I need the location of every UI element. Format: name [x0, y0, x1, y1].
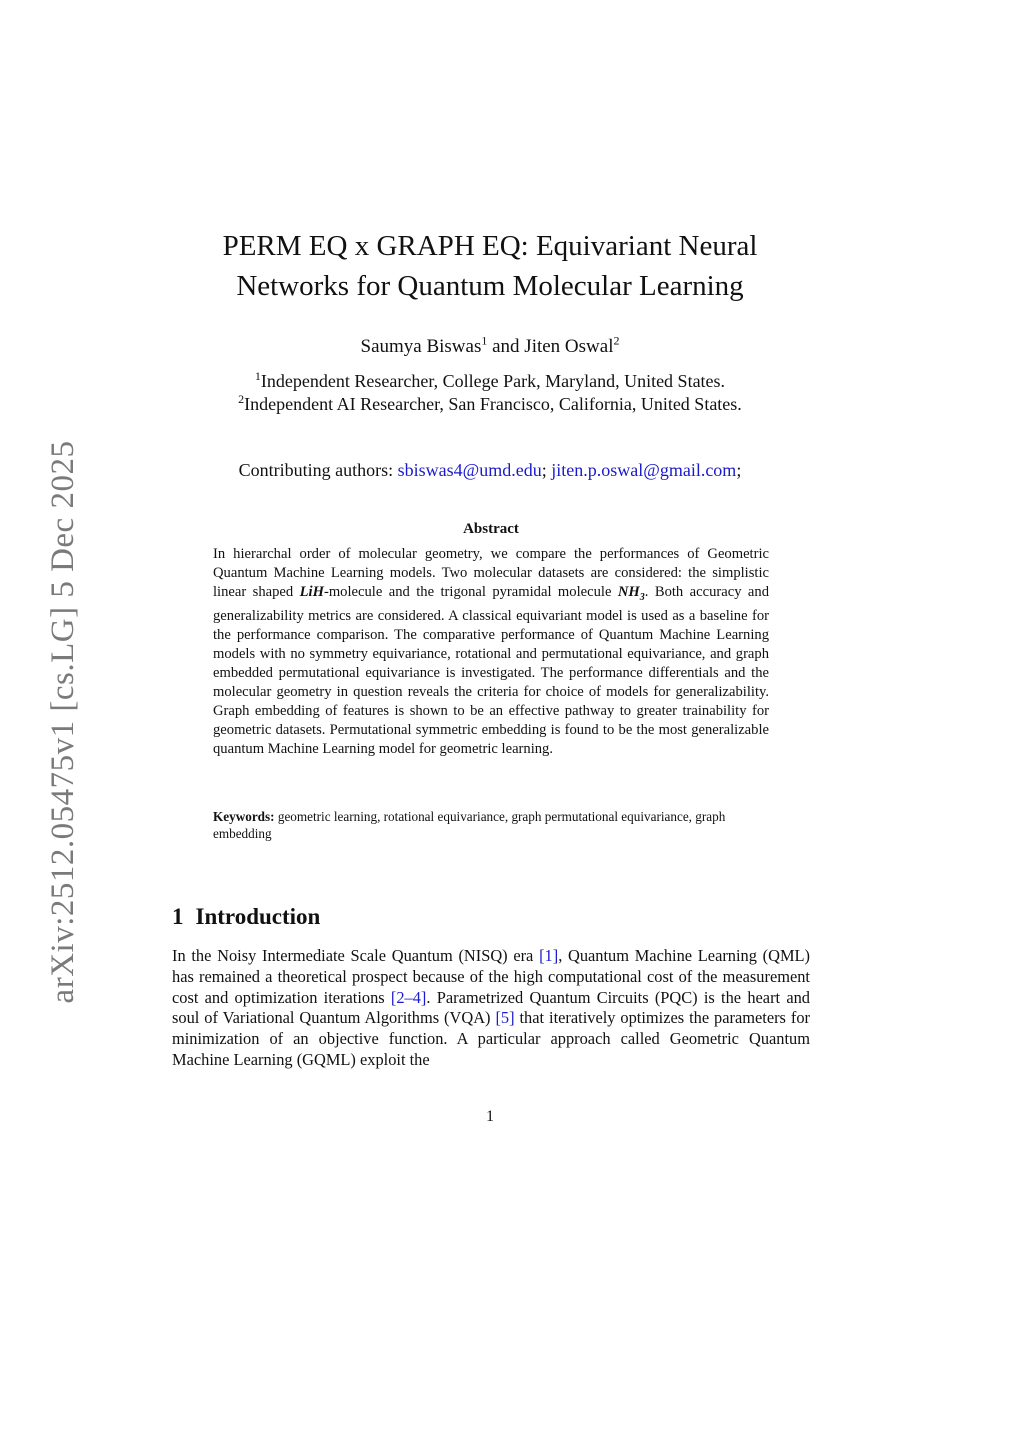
affiliation-2: [160, 393, 820, 416]
intro-text-4: that iteratively optimizes the parameters for minimization of an objective function. A particular approach called Geometric Quantum Machine Learning (GQML) exploit the: [172, 1008, 810, 1069]
introduction-paragraph: [172, 946, 810, 1071]
abstract-part-3: . Both accuracy and generalizability metrics are considered. A classical equivariant model is used as a baseline for the performance comparison. The comparative performance of Quantum Machine Learning models with no symmetry equivariance, rotational and permutational equivariance, and graph embedded permutational equivariance is investigated. The performance differentials and the molecular geometry in question reveals the criteria for choice of models for generalizability. Graph embedding of features is shown to be an effective pathway to greater trainability for geometric datasets. Permutational symmetric embedding is found to be the most generalizable quantum Machine Learning model for geometric learning.: [213, 584, 769, 757]
arxiv-identifier-stamp: arXiv:2512.05475v1 [cs.LG] 5 Dec 2025: [45, 440, 81, 1004]
affiliation-2-sup: 2: [238, 392, 245, 406]
intro-text-3: . Parametrized Quantum Circuits (PQC) is the heart and soul of Variational Quantum Algorithms (VQA): [172, 987, 810, 1028]
citation-5[interactable]: [5]: [495, 1008, 515, 1028]
affiliation-1: [160, 370, 820, 393]
abstract-heading: Abstract: [463, 521, 519, 537]
abstract-part-1: In hierarchal order of molecular geometry, we compare the performances of Geometric Quantum Machine Learning models. Two molecular datasets are considered: the simplistic linear shaped: [213, 546, 769, 600]
section-number: 1: [172, 904, 184, 929]
contrib-separator: ;: [541, 460, 552, 480]
page-number: 1: [486, 1108, 494, 1125]
title-line-2: Networks for Quantum Molecular Learning: [236, 270, 744, 302]
author-list: [160, 334, 820, 360]
lih-formula: LiH: [299, 584, 324, 600]
paper-title: [160, 226, 820, 306]
email-link-2[interactable]: jiten.p.oswal@gmail.com: [551, 460, 737, 480]
abstract-part-2: -molecule and the trigonal pyramidal molecule: [323, 584, 618, 600]
author-1-sup: 1: [481, 333, 488, 348]
nh3-subscript: 3: [639, 591, 645, 603]
contributing-authors: [160, 458, 820, 482]
email-link-1[interactable]: sbiswas4@umd.edu: [397, 460, 542, 480]
citation-1[interactable]: [1]: [539, 946, 559, 965]
author-2-name: Jiten Oswal: [524, 336, 614, 357]
keywords-label: Keywords:: [213, 809, 275, 824]
author-2-sup: 2: [613, 333, 620, 348]
contrib-label: Contributing authors:: [238, 460, 398, 480]
intro-text-2: , Quantum Machine Learning (QML) has remained a theoretical prospect because of the high computational cost of the measurement cost and optimization iterations: [172, 946, 810, 1007]
author-conjunction: and: [487, 336, 525, 357]
citation-2-4[interactable]: [2–4]: [390, 987, 427, 1007]
affiliation-1-text: Independent Researcher, College Park, Maryland, United States.: [260, 371, 726, 391]
affiliations: [160, 370, 820, 416]
section-heading: [172, 904, 320, 930]
keywords: [213, 808, 769, 842]
title-line-1: PERM EQ x GRAPH EQ: Equivariant Neural: [222, 230, 758, 262]
intro-text-1: In the Noisy Intermediate Scale Quantum (NISQ) era: [172, 946, 540, 965]
keywords-text: geometric learning, rotational equivariance, graph permutational equivariance, graph embedding: [213, 809, 726, 841]
nh3-base: NH: [617, 584, 640, 600]
section-title: Introduction: [195, 904, 321, 929]
nh3-formula: [617, 584, 645, 603]
affiliation-1-sup: 1: [254, 369, 261, 383]
abstract-text: [213, 545, 769, 759]
contrib-end: ;: [736, 460, 742, 480]
author-1-name: Saumya Biswas: [360, 336, 482, 357]
affiliation-2-text: Independent AI Researcher, San Francisco, California, United States.: [244, 394, 742, 414]
